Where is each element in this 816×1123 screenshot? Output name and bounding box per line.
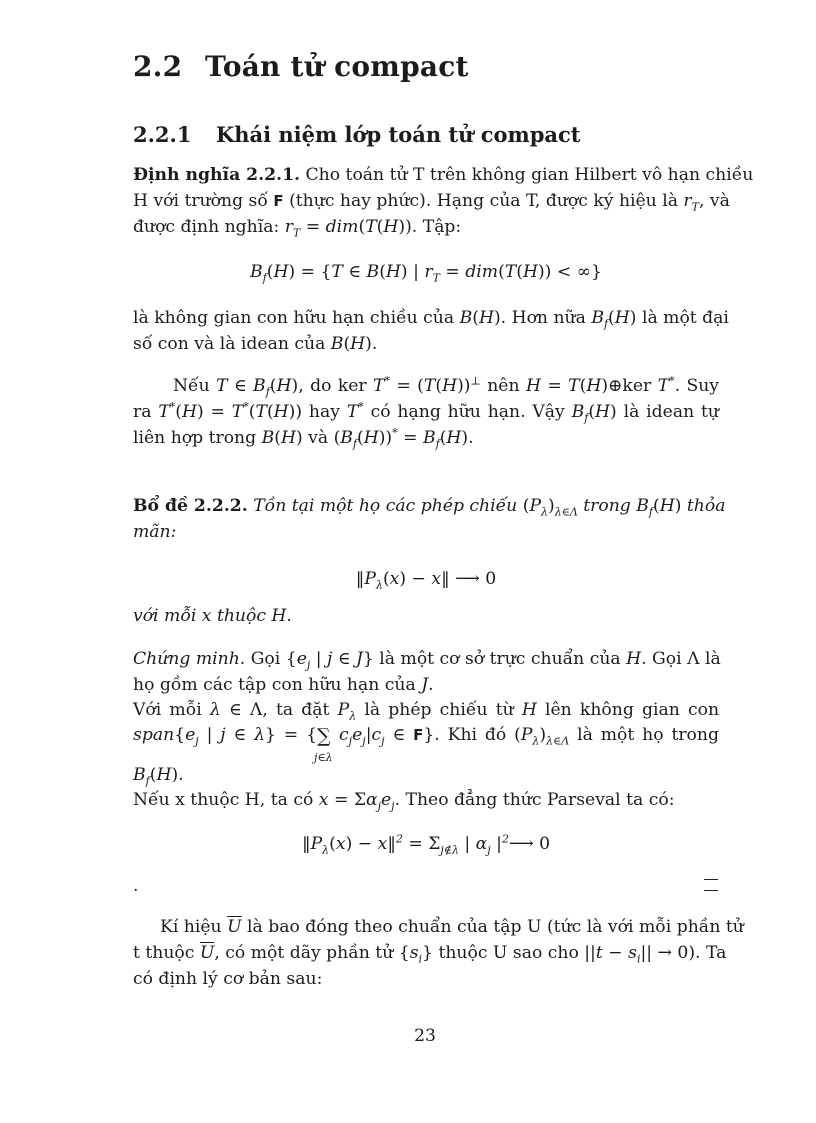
closure-line-2: t thuộc $\overline{U}$, có một dãy phần tử $\{s_i\}$ thuộc U sao cho $||t - s_i|| \to 0$). Ta: [133, 943, 727, 966]
closure-line-3: có định lý cơ bản sau:: [133, 969, 323, 989]
subsection-title: Khái niệm lớp toán tử compact: [216, 122, 581, 147]
subsection-heading: [133, 121, 719, 149]
definition-line-3: được định nghĩa: $r_T = dim(T(H))$. Tập:: [133, 217, 462, 240]
proof-line-2: họ gồm các tập con hữu hạn của J.: [133, 675, 434, 695]
field-symbol: F: [273, 192, 284, 210]
proof-label: Chứng minh.: [133, 649, 246, 669]
proof-line-6: Nếu x thuộc H, ta có $x = \Sigma\alpha_je_j$. Theo đẳng thức Parseval ta có:: [133, 790, 675, 813]
section-heading: [133, 50, 719, 84]
lemma-formula: $‖P_\lambda(x)$ − x‖ ⟶ 0: [355, 569, 497, 592]
definition-line-2: H với trường số F (thực hay phức). Hạng của T, được ký hiệu là $r_T$, và: [133, 191, 730, 214]
definition-line-1: Định nghĩa 2.2.1. Cho toán tử T trên không gian Hilbert vô hạn chiều: [133, 165, 754, 185]
proof-line-4: $span\{e_j$ | j ∈ λ} = {∑ j∈λ $c_je_j|c_j$ ∈ F}. Khi đó $(P_\lambda)_{\lambda\in\Lambda}$ là một họ trong: [133, 725, 719, 764]
definition-formula: $B_f(H) = \{T$ ∈ B(H) | $r_T = dim(T(H))$ < ∞}: [250, 262, 602, 285]
remark-line-2: ra T*(H) = T*(T(H)) hay T* có hạng hữu hạn. Vậy $B_f(H)$ là idean tự: [133, 400, 719, 425]
proof-dot: .: [133, 876, 139, 896]
section-number: 2.2: [133, 50, 183, 83]
closure-line-1: Kí hiệu $\overline{U}$ là bao đóng theo chuẩn của tập U (tức là với mỗi phần tử: [160, 917, 744, 937]
lemma-after: với mỗi x thuộc H.: [133, 606, 292, 626]
page-number: 23: [414, 1026, 436, 1046]
remark-line-3: liên hợp trong B(H) và $(B_f(H))^* = B_f(H)$.: [133, 426, 474, 451]
lemma-label: Bổ đề 2.2.2.: [133, 496, 248, 516]
parseval-formula: $‖P_\lambda(x)$ − x‖$^2$ = $\Sigma_{j\notin\lambda}$ | $\alpha_j$ $|^2⟶$ 0: [301, 832, 551, 857]
sum-symbol: ∑ j∈λ: [314, 725, 333, 764]
definition-after-2: số con và là idean của B(H).: [133, 334, 378, 354]
lemma-line-2: mãn:: [133, 522, 177, 542]
definition-after-1: là không gian con hữu hạn chiều của B(H). Hơn nữa $B_f(H)$ là một đại: [133, 308, 729, 331]
qed-symbol: [704, 876, 718, 892]
proof-line-5: $B_f(H)$.: [133, 765, 184, 788]
proof-line-1: Chứng minh. Gọi {$e_j$ | j ∈ J} là một cơ sở trực chuẩn của H. Gọi Λ là: [133, 649, 721, 672]
lemma-line-1: Bổ đề 2.2.2. Tồn tại một họ các phép chiếu $(P_\lambda)_{\lambda\in\Lambda}$ trong $B_f(H)$ thỏa: [133, 496, 726, 519]
section-title: Toán tử compact: [205, 50, 469, 83]
remark-line-1: Nếu T ∈ $B_f(H)$, do ker T* = (T(H))⊥ nên H = T(H)⊕ker T*. Suy: [173, 374, 719, 399]
proof-line-3: Với mỗi λ ∈ Λ, ta đặt $P_\lambda$ là phép chiếu từ H lên không gian con: [133, 700, 720, 723]
definition-label: Định nghĩa 2.2.1.: [133, 165, 301, 185]
subsection-number: 2.2.1: [133, 122, 192, 147]
